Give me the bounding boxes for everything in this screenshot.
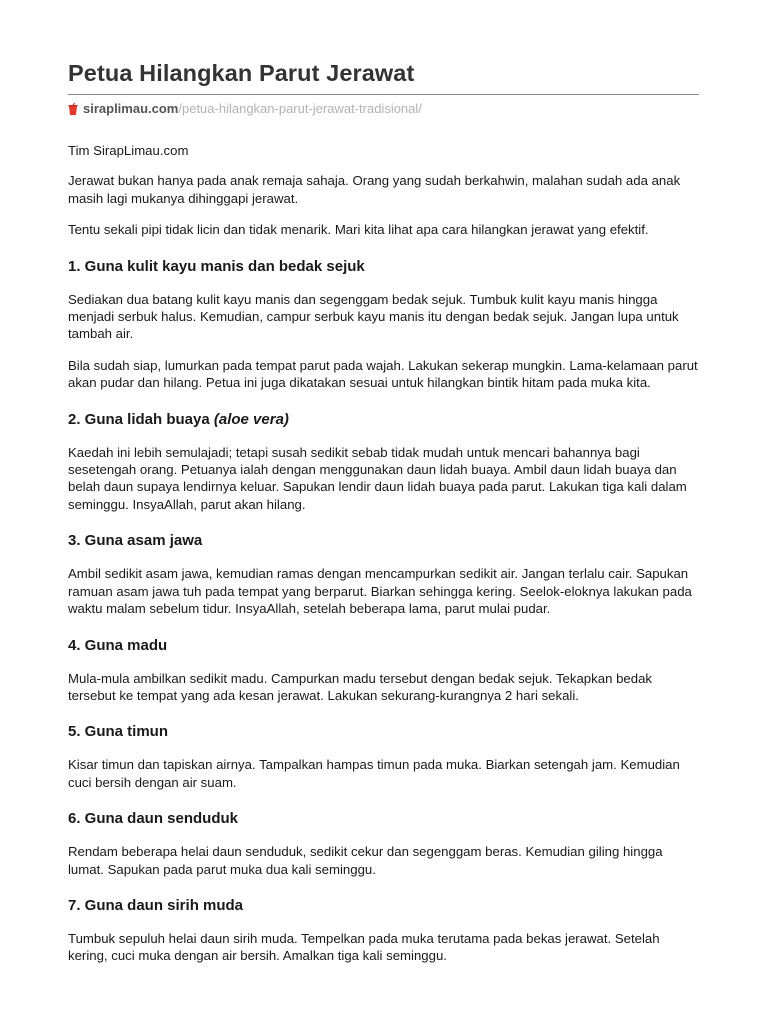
section-heading-text: 6. Guna daun senduduk	[68, 810, 239, 828]
section-heading-italic: (aloe vera)	[213, 410, 289, 428]
section-heading-text: 1. Guna kulit kayu manis dan bedak sejuk	[68, 257, 365, 275]
section-paragraph: Mula-mula ambilkan sedikit madu. Campurkan madu tersebut dengan bedak sejuk. Tekapkan bedak tersebut ke tempat yang ada kesan jerawat. Lakukan sekurang-kurangnya 2 hari sekali.	[68, 670, 653, 703]
section-heading	[68, 637, 699, 655]
page-title: Petua Hilangkan Parut Jerawat	[68, 60, 415, 86]
section-heading-text: 7. Guna daun sirih muda	[68, 896, 244, 914]
section-paragraph: Kaedah ini lebih semulajadi; tetapi susah sedikit sebab tidak mudah untuk mencari bahannya bagi sesetengah orang. Petuanya ialah dengan menggunakan daun lidah buaya. Ambil daun lidah buaya dan belah daun supaya lendirnya keluar. Sapukan lendir daun lidah buaya pada parut. Lakukan tiga kali dalam seminggu. InsyaAllah, parut akan hilang.	[68, 444, 687, 512]
article-body	[68, 142, 699, 965]
author-line: Tim SirapLimau.com	[68, 143, 189, 158]
drink-cup-icon	[68, 103, 78, 116]
section-paragraph: Sediakan dua batang kulit kayu manis dan segenggam bedak sejuk. Tumbuk kulit kayu manis hingga menjadi serbuk halus. Kemudian, campur serbuk kayu manis itu dengan bedak sejuk. Jangan lupa untuk tambah air.	[68, 291, 679, 342]
section-heading-text: 3. Guna asam jawa	[68, 532, 203, 550]
source-domain[interactable]: siraplimau.com	[83, 101, 179, 116]
section-paragraph: Rendam beberapa helai daun senduduk, sedikit cekur dan segenggam beras. Kemudian giling hingga lumat. Sapukan pada parut muka dua kali seminggu.	[68, 844, 663, 877]
section-paragraph: Kisar timun dan tapiskan airnya. Tampalkan hampas timun pada muka. Biarkan setengah jam. Kemudian cuci bersih dengan air suam.	[68, 757, 680, 790]
section-heading-text: 4. Guna madu	[68, 636, 168, 654]
section-heading-text: 5. Guna timun	[68, 723, 169, 741]
source-path[interactable]: /petua-hilangkan-parut-jerawat-tradisional/	[178, 101, 422, 116]
section-heading	[68, 723, 699, 741]
section-heading-text: 2. Guna lidah buaya	[68, 410, 210, 428]
intro-paragraph: Jerawat bukan hanya pada anak remaja sahaja. Orang yang sudah berkahwin, malahan sudah ada anak masih lagi mukanya dihinggapi jerawat.	[68, 173, 681, 206]
title-divider	[68, 94, 699, 95]
section-paragraph: Bila sudah siap, lumurkan pada tempat parut pada wajah. Lakukan sekerap mungkin. Lama-kelamaan parut akan pudar dan hilang. Petua ini juga dikatakan sesuai untuk hilangkan bintik hitam pada muka kita.	[68, 357, 698, 391]
source-line	[68, 101, 699, 117]
section-paragraph: Tumbuk sepuluh helai daun sirih muda. Tempelkan pada muka terutama pada bekas jerawat. Setelah kering, cuci muka dengan air bersih. Amalkan tiga kali seminggu.	[68, 930, 660, 964]
section-heading	[68, 532, 699, 550]
section-paragraph: Ambil sedikit asam jawa, kemudian ramas dengan mencampurkan sedikit air. Jangan terlalu cair. Sapukan ramuan asam jawa tuh pada tempat yang berparut. Biarkan sehingga kering. Seelok-eloknya lakukan pada waktu malam sebelum tidur. InsyaAllah, setelah beberapa lama, parut mulai pudar.	[68, 566, 692, 617]
intro-paragraph: Tentu sekali pipi tidak licin dan tidak menarik. Mari kita lihat apa cara hilangkan jerawat yang efektif.	[68, 222, 649, 238]
section-heading	[68, 258, 699, 276]
section-heading	[68, 897, 699, 915]
section-heading	[68, 810, 699, 828]
section-heading	[68, 411, 699, 429]
